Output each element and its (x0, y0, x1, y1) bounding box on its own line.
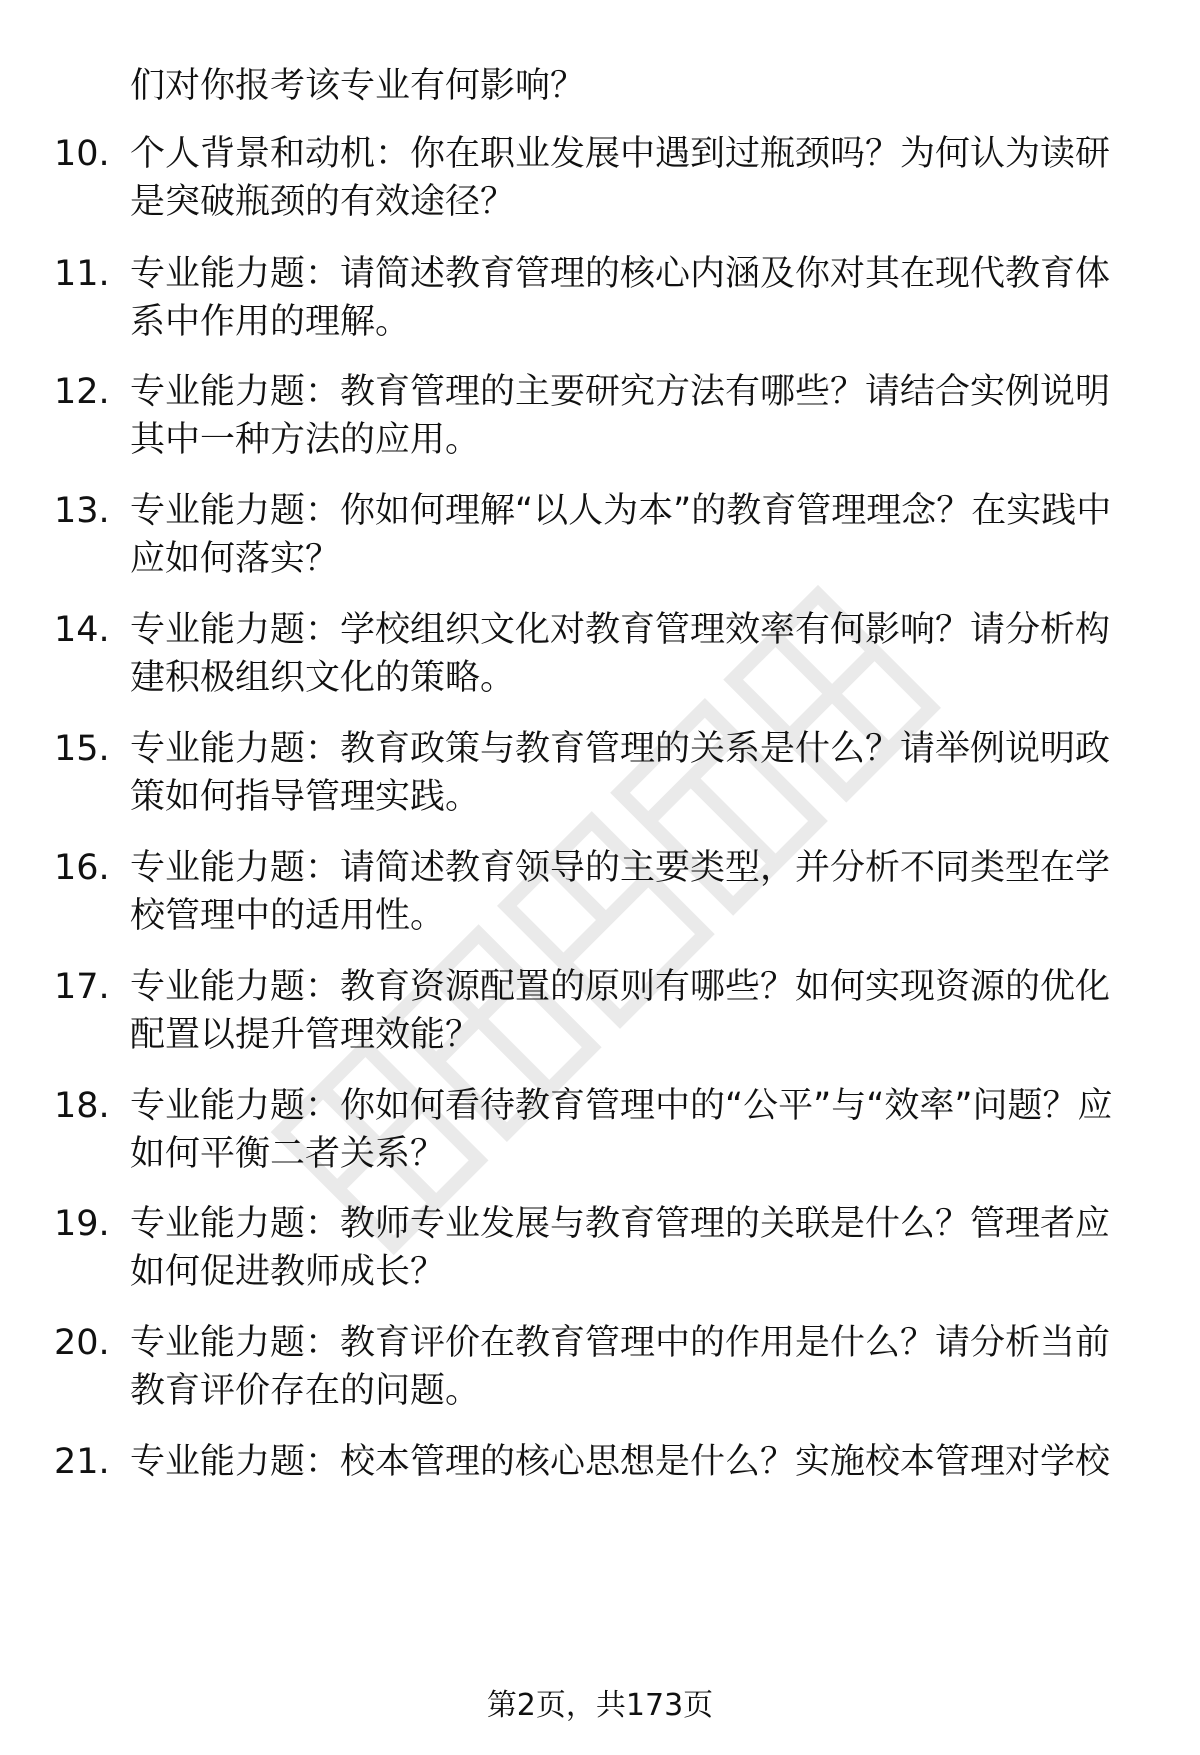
item-number: 11. (54, 254, 110, 294)
item-text: 专业能力题：你如何理解“以人为本”的教育管理理念？在实践中应如何落实？ (130, 491, 1112, 579)
continued-text: 们对你报考该专业有何影响？ (130, 66, 586, 106)
page-footer: 第2页，共173页 (486, 1688, 714, 1723)
item-text: 专业能力题：教师专业发展与教育管理的关联是什么？管理者应如何促进教师成长？ (130, 1204, 1111, 1292)
item-text: 专业能力题：校本管理的核心思想是什么？实施校本管理对学校 (130, 1442, 1111, 1482)
item-text: 专业能力题：学校组织文化对教育管理效率有何影响？请分析构建积极组织文化的策略。 (130, 610, 1111, 698)
item-number: 16. (54, 848, 110, 888)
item-number: 18. (54, 1086, 110, 1126)
item-number: 19. (54, 1204, 110, 1244)
item-number: 14. (54, 610, 110, 650)
item-text: 专业能力题：教育管理的主要研究方法有哪些？请结合实例说明其中一种方法的应用。 (130, 372, 1111, 460)
item-number: 20. (54, 1323, 110, 1363)
item-number: 15. (54, 729, 110, 769)
item-number: 17. (54, 967, 110, 1007)
item-number: 21. (54, 1442, 110, 1482)
item-text: 个人背景和动机：你在职业发展中遇到过瓶颈吗？为何认为读研是突破瓶颈的有效途径？ (130, 134, 1111, 222)
item-text: 专业能力题：你如何看待教育管理中的“公平”与“效率”问题？应如何平衡二者关系？ (130, 1086, 1113, 1174)
item-number: 10. (54, 134, 110, 174)
item-text: 专业能力题：教育政策与教育管理的关系是什么？请举例说明政策如何指导管理实践。 (130, 729, 1111, 817)
item-text: 专业能力题：教育资源配置的原则有哪些？如何实现资源的优化配置以提升管理效能？ (130, 967, 1111, 1055)
item-number: 13. (54, 491, 110, 531)
item-text: 专业能力题：请简述教育管理的核心内涵及你对其在现代教育体系中作用的理解。 (130, 254, 1111, 342)
item-text: 专业能力题：请简述教育领导的主要类型，并分析不同类型在学校管理中的适用性。 (130, 848, 1111, 936)
item-text: 专业能力题：教育评价在教育管理中的作用是什么？请分析当前教育评价存在的问题。 (130, 1323, 1111, 1411)
item-number: 12. (54, 372, 110, 412)
